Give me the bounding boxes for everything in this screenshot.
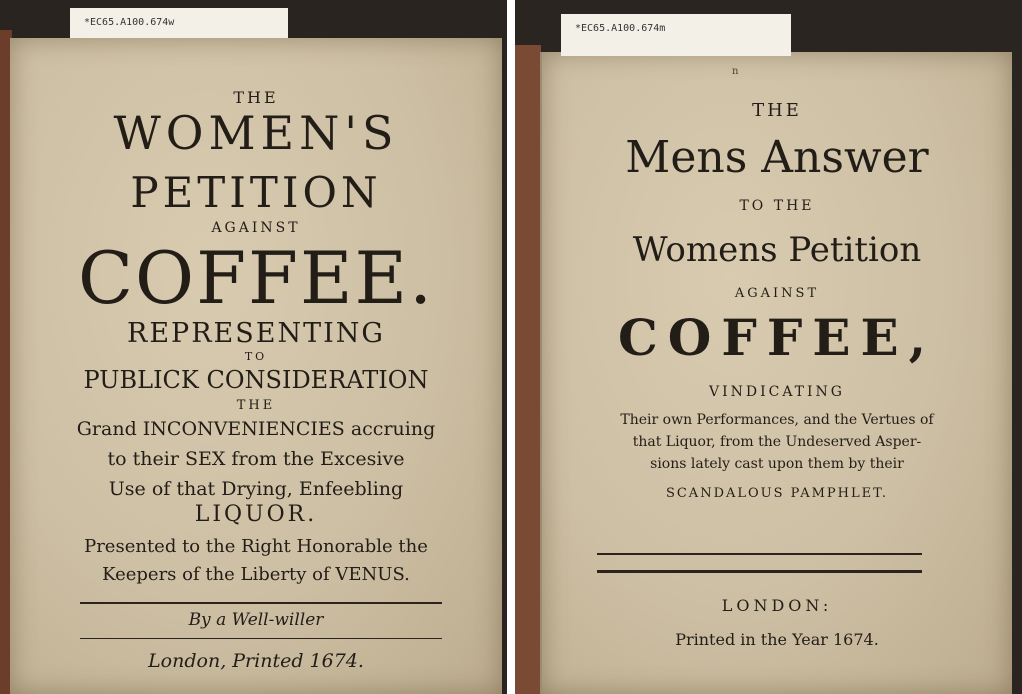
right-line-liquor: that Liquor, from the Undeserved Asper- — [632, 434, 922, 450]
right-line-london: LONDON: — [721, 596, 833, 615]
left-line-use: Use of that Drying, Enfeebling — [108, 478, 404, 500]
right-line-womens: Womens Petition — [632, 230, 922, 270]
right-line-mens: Mens Answer — [625, 132, 929, 183]
left-line-against: AGAINST — [211, 220, 301, 236]
pencil-mark: n — [732, 66, 739, 77]
right-catalog-label: *EC65.A100.674m — [561, 14, 791, 56]
right-line-against: AGAINST — [734, 286, 820, 301]
left-rule-top — [80, 602, 442, 604]
left-line-london: London, Printed 1674. — [148, 650, 364, 672]
right-line-own: Their own Performances, and the Vertues of — [620, 412, 934, 428]
right-line-printed: Printed in the Year 1674. — [675, 630, 879, 649]
left-line-grand: Grand INCONVENIENCIES accruing — [76, 418, 436, 440]
right-book-photo — [515, 0, 1022, 694]
left-line-liquor: LIQUOR. — [194, 502, 318, 527]
right-line-to-the: TO THE — [739, 198, 815, 214]
right-book-spine — [515, 45, 541, 694]
right-rule-top — [597, 553, 922, 555]
left-line-publick: PUBLICK CONSIDERATION — [83, 366, 429, 394]
left-line-representing: REPRESENTING — [127, 318, 385, 349]
left-line-the: THE — [233, 88, 279, 107]
right-title-page — [540, 52, 1012, 694]
right-rule-bottom — [597, 570, 922, 573]
right-line-vindicating: VINDICATING — [708, 384, 845, 400]
left-rule-bottom — [80, 638, 442, 639]
left-line-the-2: THE — [236, 398, 276, 413]
left-title-page — [10, 38, 502, 694]
left-line-keepers: Keepers of the Liberty of VENUS. — [102, 564, 410, 585]
left-catalog-label: *EC65.A100.674w — [70, 8, 288, 38]
left-line-coffee: COFFEE. — [77, 236, 435, 320]
left-line-sex: to their SEX from the Excesive — [107, 448, 405, 470]
left-line-by: By a Well-willer — [188, 610, 324, 630]
left-line-to: TO — [244, 350, 268, 363]
left-book-photo — [0, 0, 507, 694]
right-line-scandalous: SCANDALOUS PAMPHLET. — [665, 486, 889, 501]
right-line-the: THE — [752, 100, 802, 121]
left-line-petition: PETITION — [130, 168, 382, 217]
left-line-womens: WOMEN'S — [113, 106, 399, 160]
right-line-sions: sions lately cast upon them by their — [650, 456, 904, 472]
right-line-coffee: COFFEE, — [618, 308, 936, 367]
left-line-presented: Presented to the Right Honorable the — [84, 536, 428, 557]
